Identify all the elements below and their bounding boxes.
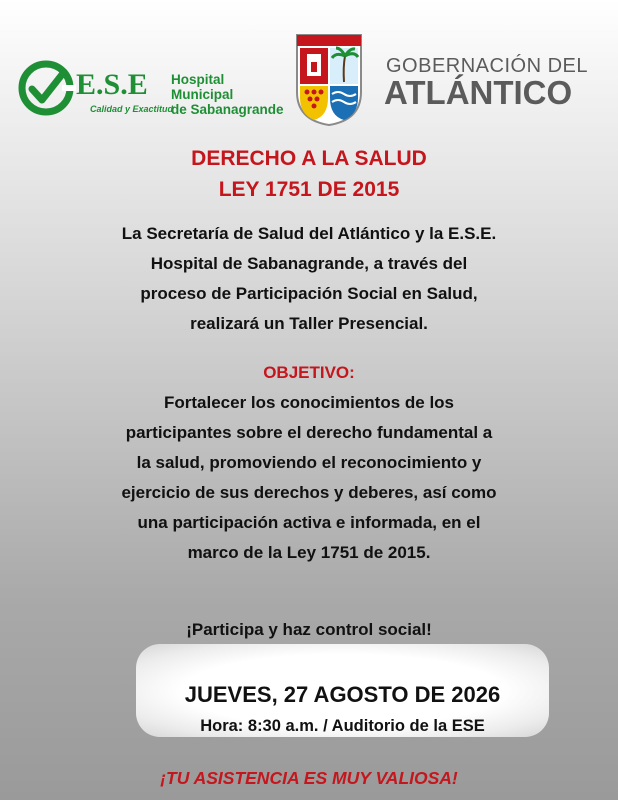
- ese-hospital-logo: [14, 52, 289, 122]
- ese-hospital-name: [171, 72, 289, 117]
- intro-line: La Secretaría de Salud del Atlántico y la E.S.E.: [121, 224, 497, 243]
- ese-acronym: E.S.E: [76, 68, 148, 101]
- event-time-place: Hora: 8:30 a.m. / Auditorio de la ESE: [200, 717, 485, 735]
- atlantico-shield-icon: [294, 32, 364, 127]
- ese-hospital-line1: Hospital Municipal: [171, 72, 234, 102]
- intro-line: proceso de Participación Social en Salud,: [140, 284, 478, 303]
- objective-line: Fortalecer los conocimientos de los: [163, 393, 455, 412]
- call-to-action: ¡Participa y haz control social!: [186, 620, 432, 639]
- footer-message: ¡TU ASISTENCIA ES MUY VALIOSA!: [160, 768, 458, 788]
- gobernacion-line1: GOBERNACIÓN DEL: [386, 55, 588, 77]
- title-line1: DERECHO A LA SALUD: [191, 147, 427, 170]
- intro-line: realizará un Taller Presencial.: [190, 314, 428, 333]
- ese-tagline: Calidad y Exactitud: [90, 104, 174, 114]
- objective-paragraph: [0, 388, 618, 568]
- objective-line: ejercicio de sus derechos y deberes, así como: [121, 483, 497, 502]
- ese-checkmark-icon: [14, 56, 78, 120]
- intro-line: Hospital de Sabanagrande, a través del: [150, 254, 468, 273]
- event-date: JUEVES, 27 AGOSTO DE 2026: [184, 682, 501, 707]
- objective-line: la salud, promoviendo el reconocimiento y: [136, 453, 482, 472]
- objective-line: marco de la Ley 1751 de 2015.: [187, 543, 431, 562]
- gobernacion-line2: ATLÁNTICO: [384, 74, 573, 111]
- objective-heading: OBJETIVO:: [263, 363, 355, 382]
- event-date-box: [136, 644, 549, 737]
- objective-line: una participación activa e informada, en el: [137, 513, 481, 532]
- intro-paragraph: [0, 219, 618, 339]
- title-line2: LEY 1751 DE 2015: [218, 178, 400, 201]
- ese-hospital-line2: de Sabanagrande: [171, 102, 284, 117]
- objective-line: participantes sobre el derecho fundamental a: [125, 423, 493, 442]
